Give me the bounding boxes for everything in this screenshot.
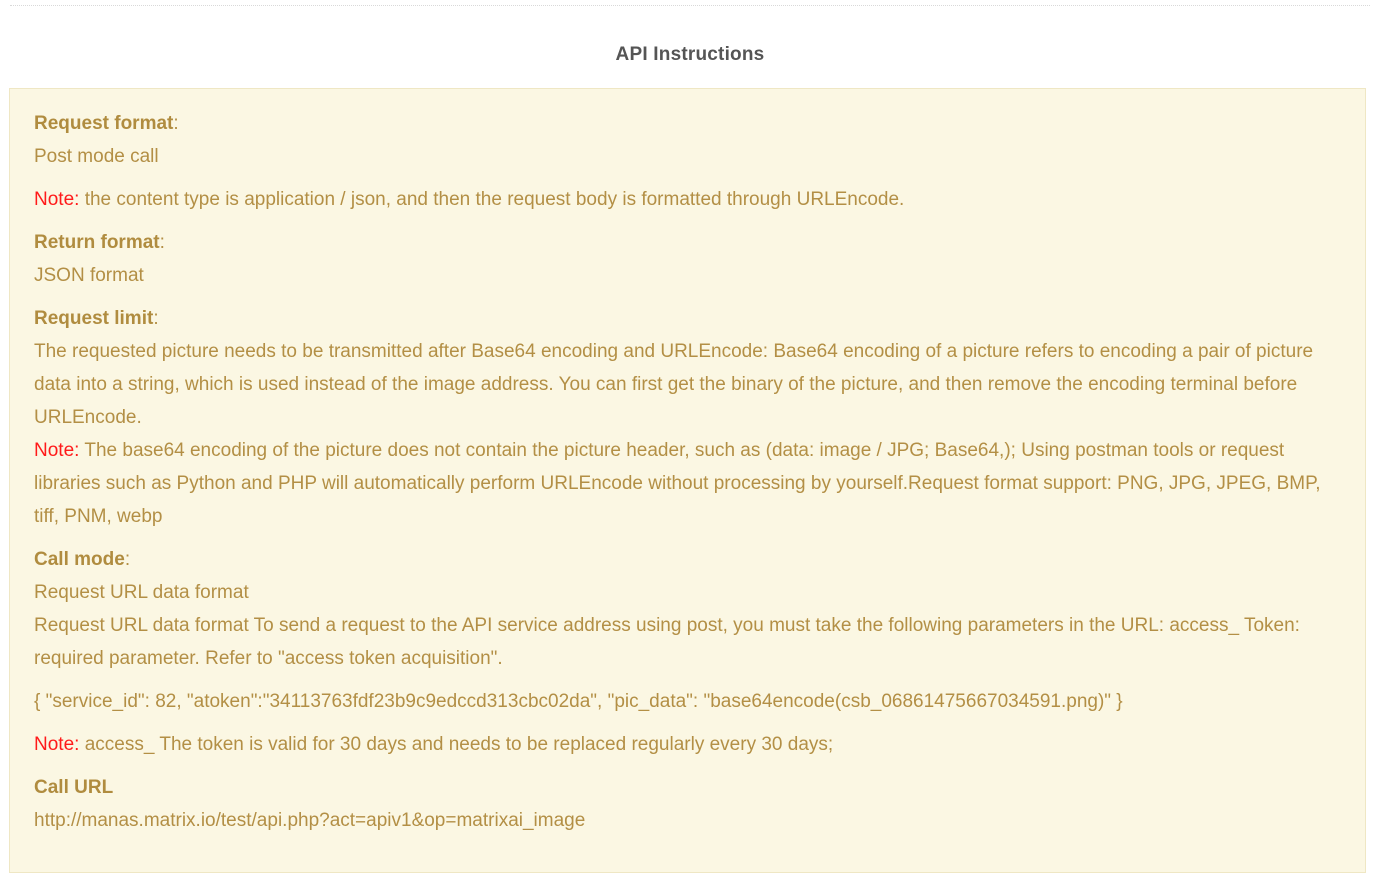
page-title: API Instructions bbox=[615, 44, 765, 65]
call-mode-colon: : bbox=[124, 549, 131, 570]
request-format-value: Post mode call bbox=[34, 146, 159, 167]
note-token-text: access_ The token is valid for 30 days and needs to be replaced regularly every 30 days; bbox=[79, 734, 834, 755]
return-format-heading: Return format bbox=[34, 232, 160, 253]
call-mode-text: Request URL data format To send a request to the API service address using post, you must take the following parameters in the URL: access_ Token: required parameter. Refer to "access token acquisition". bbox=[34, 615, 1300, 669]
top-divider bbox=[10, 5, 1370, 6]
return-format-heading-line bbox=[34, 226, 1341, 259]
note-label: Note: bbox=[34, 440, 80, 461]
return-format-value: JSON format bbox=[34, 265, 144, 286]
call-url-heading: Call URL bbox=[34, 777, 114, 798]
call-mode-value: Request URL data format bbox=[34, 582, 249, 603]
request-format-heading: Request format bbox=[34, 113, 174, 134]
request-limit-colon: : bbox=[153, 308, 159, 329]
request-limit-heading: Request limit bbox=[34, 308, 154, 329]
note-content-type bbox=[34, 183, 1341, 216]
request-example-json: { "service_id": 82, "atoken":"34113763fdf23b9c9edccd313cbc02da", "pic_data": "base64encode(csb_06861475667034591.png)" } bbox=[34, 691, 1123, 712]
note-content-type-text: the content type is application / json, and then the request body is formatted through URLEncode. bbox=[79, 189, 905, 210]
call-mode-heading-line bbox=[34, 543, 1341, 576]
request-format-heading-line bbox=[34, 107, 1341, 140]
note-label: Note: bbox=[34, 189, 80, 210]
call-url-value: http://manas.matrix.io/test/api.php?act=apiv1&op=matrixai_image bbox=[34, 810, 586, 831]
note-label: Note: bbox=[34, 734, 80, 755]
return-format-colon: : bbox=[159, 232, 165, 253]
note-base64-text: The base64 encoding of the picture does not contain the picture header, such as (data: image / JPG; Base64,); Using postman tools or request libraries such as Python and PHP will automatically perform URLEncode without processing by yourself.Request format support: PNG, JPG, JPEG, BMP, tiff, PNM, webp bbox=[34, 440, 1321, 527]
request-format-colon: : bbox=[173, 113, 179, 134]
request-limit-text: The requested picture needs to be transmitted after Base64 encoding and URLEncode: Base64 encoding of a picture refers to encoding a pair of picture data into a string, which is used instead of the image address. You can first get the binary of the picture, and then remove the encoding terminal before URLEncode. bbox=[34, 341, 1314, 428]
api-instructions-panel bbox=[9, 88, 1366, 873]
request-limit-heading-line bbox=[34, 302, 1341, 335]
note-base64 bbox=[34, 434, 1341, 533]
note-token bbox=[34, 728, 1341, 761]
call-mode-heading: Call mode bbox=[34, 549, 125, 570]
